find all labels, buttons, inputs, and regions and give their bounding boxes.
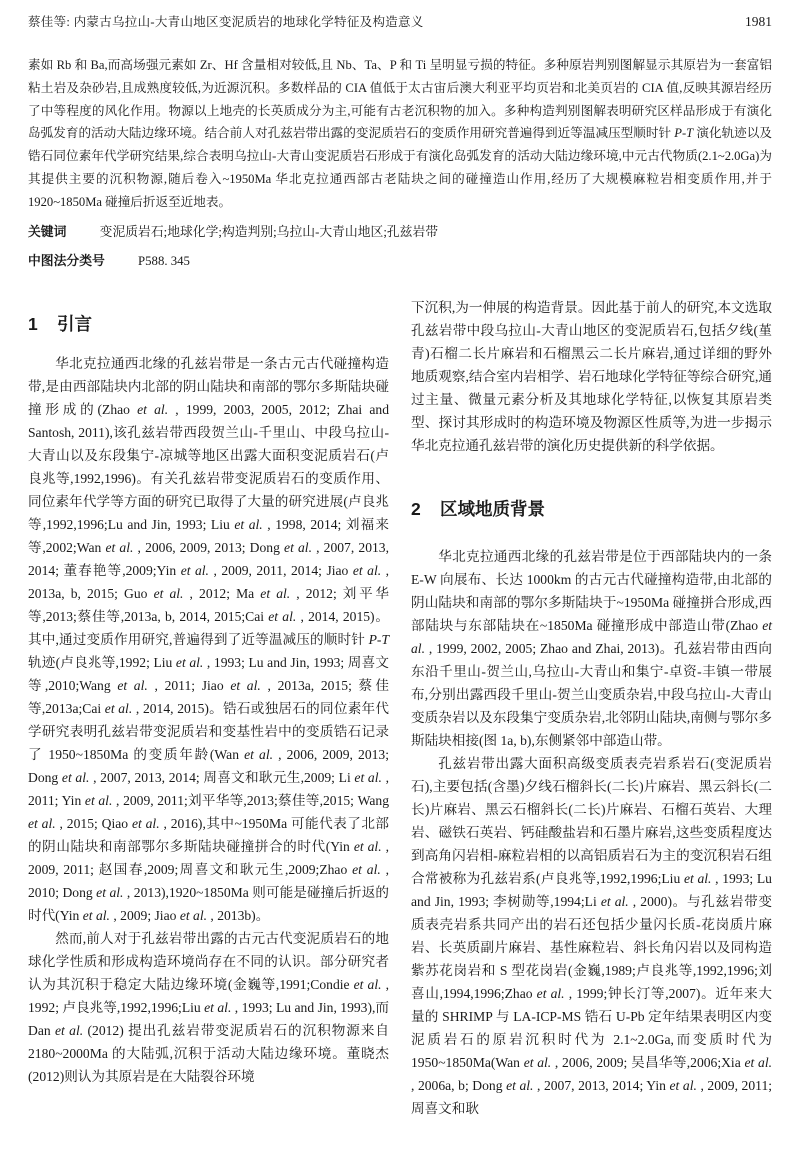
geology-paragraph-2: 孔兹岩带出露大面积高级变质表壳岩系岩石(变泥质岩石),主要包括(含墨)夕线石榴斜长(二长)片麻岩、黑云斜长(二长)片麻岩、黑云石榴斜长(二长)片麻岩、石榴石英岩、大理岩、磁铁石英岩、钙硅酸盐岩和石墨片麻岩,这些变质程度达到高角闪岩相-麻粒岩相的以高铝质岩石为主的变沉积岩石组合常被称为孔兹岩系(卢良兆等,1992,1996;Liu et al. , 1993; Lu and Jin, 1993; 李树勋等,1994;Li et al. , 2000)。与孔兹岩带变质表壳岩系共同产出的岩石还包括少量闪长质-花岗质片麻岩、长英质副片麻岩、基性麻粒岩、斜长角闪岩以及同构造紫苏花岗岩和 S 型花岗岩(金巍,1989;卢良兆等,1992,1996;刘喜山,1994,1996;Zhao et al. , 1999;钟长汀等,2007)。近年来大量的 SHRIMP 与 LA-ICP-MS 锆石 U-Pb 定年结果表明区内变泥质岩石的原岩沉积时代为 2.1~2.0Ga,而变质时代为 1950~1850Ma(Wan et al. , 2006, 2009; 吴昌华等,2006;Xia et al. , 2006a, b; Dong et al. , 2007, 2013, 2014; Yin et al. , 2009, 2011; 周喜文和耿	[411, 755, 773, 1116]
section-1-title: 引言	[56, 313, 92, 334]
intro-paragraph-2: 然而,前人对于孔兹岩带出露的古元古代变泥质岩石的地球化学性质和形成构造环境尚存在不同的认识。部分研究者认为其沉积于稳定大陆边缘环境(金巍等,1991;Condie et al. , 1992; 卢良兆等,1992,1996;Liu et al. , 1993; Lu and Jin, 1993),而 Dan et al. (2012) 提出孔兹岩带变泥质岩石的沉积物源来自 2180~2000Ma 的大陆弧,沉积于活动大陆边缘环境。董晓杰(2012)则认为其原岩是在大陆裂谷环境	[28, 930, 390, 1084]
two-column-body	[28, 296, 772, 1120]
section-1-heading	[28, 312, 389, 336]
left-column	[28, 296, 389, 1120]
keywords-text: 变泥质岩石;地球化学;构造判别;乌拉山-大青山地区;孔兹岩带	[99, 224, 439, 239]
keywords-line	[28, 221, 772, 243]
section-2-heading	[411, 497, 772, 521]
section-1-number: 1	[28, 313, 38, 334]
intro-paragraph-1: 华北克拉通西北缘的孔兹岩带是一条古元古代碰撞构造带,是由西部陆块内北部的阴山陆块和南部的鄂尔多斯陆块碰撞形成的(Zhao et al. , 1999, 2003, 2005, 2012; Zhai and Santosh, 2011),该孔兹岩带西段贺兰山-千里山、中段乌拉山-大青山以及东段集宁-凉城等地区出露大面积变泥质岩石(卢良兆等,1992,1996)。有关孔兹岩带变泥质岩石的变质作用、同位素年代学等方面的研究已取得了大量的研究进展(卢良兆等,1992,1996;Lu and Jin, 1993; Liu et al. , 1998, 2014; 刘福来等,2002;Wan et al. , 2006, 2009, 2013; Dong et al. , 2007, 2013, 2014; 董春艳等,2009;Yin et al. , 2009, 2011, 2014; Jiao et al. , 2013a, b, 2015; Guo et al. , 2012; Ma et al. , 2012; 刘平华等,2013;蔡佳等,2013a, b, 2014, 2015;Cai et al. , 2014, 2015)。其中,通过变质作用研究,普遍得到了近等温减压的顺时针 P-T 轨迹(卢良兆等,1992; Liu et al. , 1993; Lu and Jin, 1993; 周喜文等,2010;Wang et al. , 2011; Jiao et al. , 2013a, 2015; 蔡佳等,2013a;Cai et al. , 2014, 2015)。锆石或独居石的同位素年代学研究表明孔兹岩带变泥质岩和变基性岩中的变质锆石记录了 1950~1850Ma 的变质年龄(Wan et al. , 2006, 2009, 2013; Dong et al. , 2007, 2013, 2014; 周喜文和耿元生,2009; Li et al. , 2011; Yin et al. , 2009, 2011;刘平华等,2013;蔡佳等,2015; Wang et al. , 2015; Qiao et al. , 2016),其中~1950Ma 可能代表了北部的阴山陆块和南部鄂尔多斯陆块碰撞拼合的时代(Yin et al. , 2009, 2011; 赵国春,2009;周喜文和耿元生,2009;Zhao et al. , 2010; Dong et al. , 2013),1920~1850Ma 则可能是碰撞后折返的时代(Yin et al. , 2009; Jiao et al. , 2013b)。	[28, 355, 390, 923]
abstract-continuation: 素如 Rb 和 Ba,而高场强元素如 Zr、Hf 含量相对较低,且 Nb、Ta、P 和 Ti 呈明显亏损的特征。多种原岩判别图解显示其原岩为一套富铝粘土岩及杂砂岩,且成熟度较低,为近源沉积。多数样品的 CIA 值低于太古宙后澳大利亚平均页岩和北美页岩的 CIA 值,反映其源岩经历了中等程度的风化作用。物源以上地壳的长英质成分为主,可能有古老沉积物的加入。多种构造判别图解表明研究区样品形成于有演化岛弧发育的活动大陆边缘环境。结合前人对孔兹岩带出露的变泥质岩石的变质作用研究普遍得到近等温减压型顺时针 P-T 演化轨迹以及锆石同位素年代学研究结果,综合表明乌拉山-大青山变泥质岩石形成于有演化岛弧发育的活动大陆边缘环境,中元古代物质(2.1~2.0Ga)为其提供主要的沉积物源,随后卷入~1950Ma 华北克拉通西部古老陆块之间的碰撞造山作用,经历了大规模麻粒岩相变质作用,并于 1920~1850Ma 碰撞后折返至近地表。	[28, 58, 772, 209]
right-column	[411, 296, 772, 1120]
clc-value: P588. 345	[138, 253, 190, 268]
intro-paragraph-2-continuation: 下沉积,为一伸展的构造背景。因此基于前人的研究,本文选取孔兹岩带中段乌拉山-大青山地区的变泥质岩石,包括夕线(堇青)石榴二长片麻岩和石榴黑云二长片麻岩,通过详细的野外地质观察,结合室内岩相学、岩石地球化学特征等综合研究,通过主量、微量元素分析及其地球化学特征,以恢复其原岩类型、探讨其形成时的构造环境及物源区性质等,为进一步揭示华北克拉通孔兹岩带的演化历史提供新的科学依据。	[411, 299, 772, 453]
clc-label: 中图法分类号	[28, 252, 105, 268]
section-2-number: 2	[411, 498, 421, 519]
clc-line	[28, 250, 772, 272]
running-header	[28, 14, 772, 30]
running-title: 蔡佳等: 内蒙古乌拉山-大青山地区变泥质岩的地球化学特征及构造意义	[28, 15, 424, 29]
geology-paragraph-1: 华北克拉通西北缘的孔兹岩带是位于西部陆块内的一条 E-W 向展布、长达 1000km 的古元古代碰撞构造带,由北部的阴山陆块和南部的鄂尔多斯陆块于~1950Ma 碰撞拼合形成,西部陆块与东部陆块在~1850Ma 碰撞形成中部造山带(Zhao et al. , 1999, 2002, 2005; Zhao and Zhai, 2013)。孔兹岩带由西向东沿千里山-贺兰山,乌拉山-大青山和集宁-卓资-丰镇一带展布,分别出露西段千里山-贺兰山变质杂岩,中段乌拉山-大青山变质杂岩以及东段集宁变质杂岩,北邻阴山陆块,南侧与鄂尔多斯陆块相接(图 1a, b),东侧紧邻中部造山带。	[411, 548, 772, 748]
section-2-title: 区域地质背景	[439, 498, 545, 519]
page-number: 1981	[745, 14, 772, 29]
keywords-label: 关键词	[28, 223, 67, 239]
